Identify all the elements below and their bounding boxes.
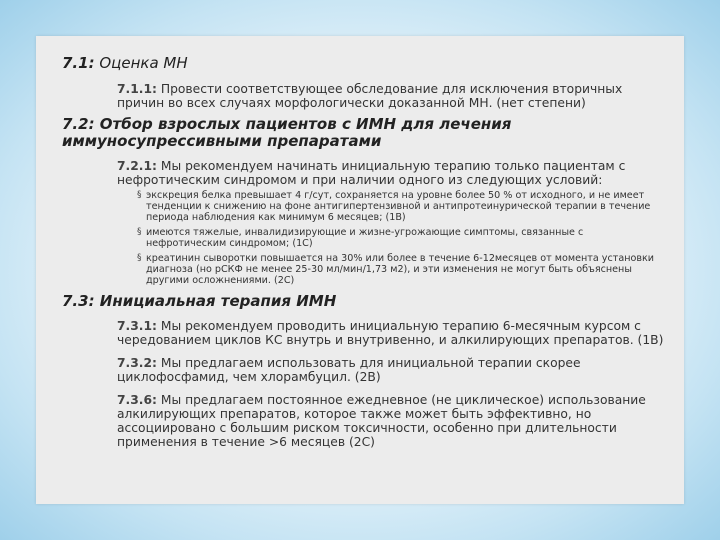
heading-number: 7.2: bbox=[62, 115, 95, 133]
recommendation-text: Мы рекомендуем начинать инициальную терапию только пациентам с нефротическим синдромом и при наличии одного из следующих условий: bbox=[117, 159, 626, 187]
bullet-item-3 bbox=[137, 253, 664, 286]
recommendation-text: Мы рекомендуем проводить инициальную терапию 6-месячным курсом с чередованием циклов КС внутрь и внутривенно, и алкилирующих препаратов. (1В) bbox=[117, 319, 664, 347]
heading-text: Оценка МН bbox=[94, 54, 188, 72]
heading-7-1 bbox=[62, 55, 664, 72]
recommendation-number: 7.2.1: bbox=[117, 159, 157, 173]
content-card bbox=[36, 36, 684, 504]
recommendation-text: Мы предлагаем постоянное ежедневное (не циклическое) использование алкилирующих препаратов, которое также может быть эффективно, но ассоциировано с большим риском токсичности, особенно при длительности применения в течение >6 месяцев (2С) bbox=[117, 393, 646, 449]
recommendation-7-3-2 bbox=[117, 356, 664, 384]
recommendation-7-3-6 bbox=[117, 393, 664, 449]
heading-number: 7.1: bbox=[62, 54, 95, 72]
heading-7-3 bbox=[62, 293, 664, 310]
bullet-marker: § bbox=[137, 253, 142, 263]
recommendation-7-3-1 bbox=[117, 319, 664, 347]
bullet-marker: § bbox=[137, 190, 142, 200]
heading-text: Отбор взрослых пациентов с ИМН для лечения иммуносупрессивными препаратами bbox=[62, 115, 512, 150]
bullet-text: экскреция белка превышает 4 г/сут, сохраняется на уровне более 50 % от исходного, и не имеет тенденции к снижению на фоне антигипертензивной и антипротеинурической терапии в течение периода наблюдения как минимум 6 месяцев; (1В) bbox=[146, 190, 651, 223]
bullet-item-2 bbox=[137, 227, 664, 249]
recommendation-number: 7.3.6: bbox=[117, 393, 157, 407]
document-body bbox=[62, 54, 664, 449]
recommendation-7-2-1 bbox=[117, 159, 664, 187]
bullet-text: имеются тяжелые, инвалидизирующие и жизне-угрожающие симптомы, связанные с нефротическим синдромом; (1С) bbox=[146, 227, 584, 249]
heading-number: 7.3: bbox=[62, 292, 95, 310]
recommendation-number: 7.3.1: bbox=[117, 319, 157, 333]
recommendation-text: Провести соответствующее обследование для исключения вторичных причин во всех случаях морфологически доказанной МН. (нет степени) bbox=[117, 82, 623, 110]
heading-text: Инициальная терапия ИМН bbox=[94, 292, 337, 310]
bullet-marker: § bbox=[137, 227, 142, 237]
recommendation-text: Мы предлагаем использовать для инициальной терапии скорее циклофосфамид, чем хлорамбуцил. (2В) bbox=[117, 356, 581, 384]
bullet-text: креатинин сыворотки повышается на 30% или более в течение 6-12месяцев от момента установки диагноза (но рСКФ не менее 25-30 мл/мин/1,73 м2), и эти изменения не могут быть объяснены другими осложнениями. (2С) bbox=[146, 253, 655, 286]
bullet-item-1 bbox=[137, 190, 664, 223]
recommendation-7-1-1 bbox=[117, 82, 664, 110]
heading-7-2 bbox=[62, 116, 664, 150]
recommendation-number: 7.1.1: bbox=[117, 82, 157, 96]
recommendation-number: 7.3.2: bbox=[117, 356, 157, 370]
